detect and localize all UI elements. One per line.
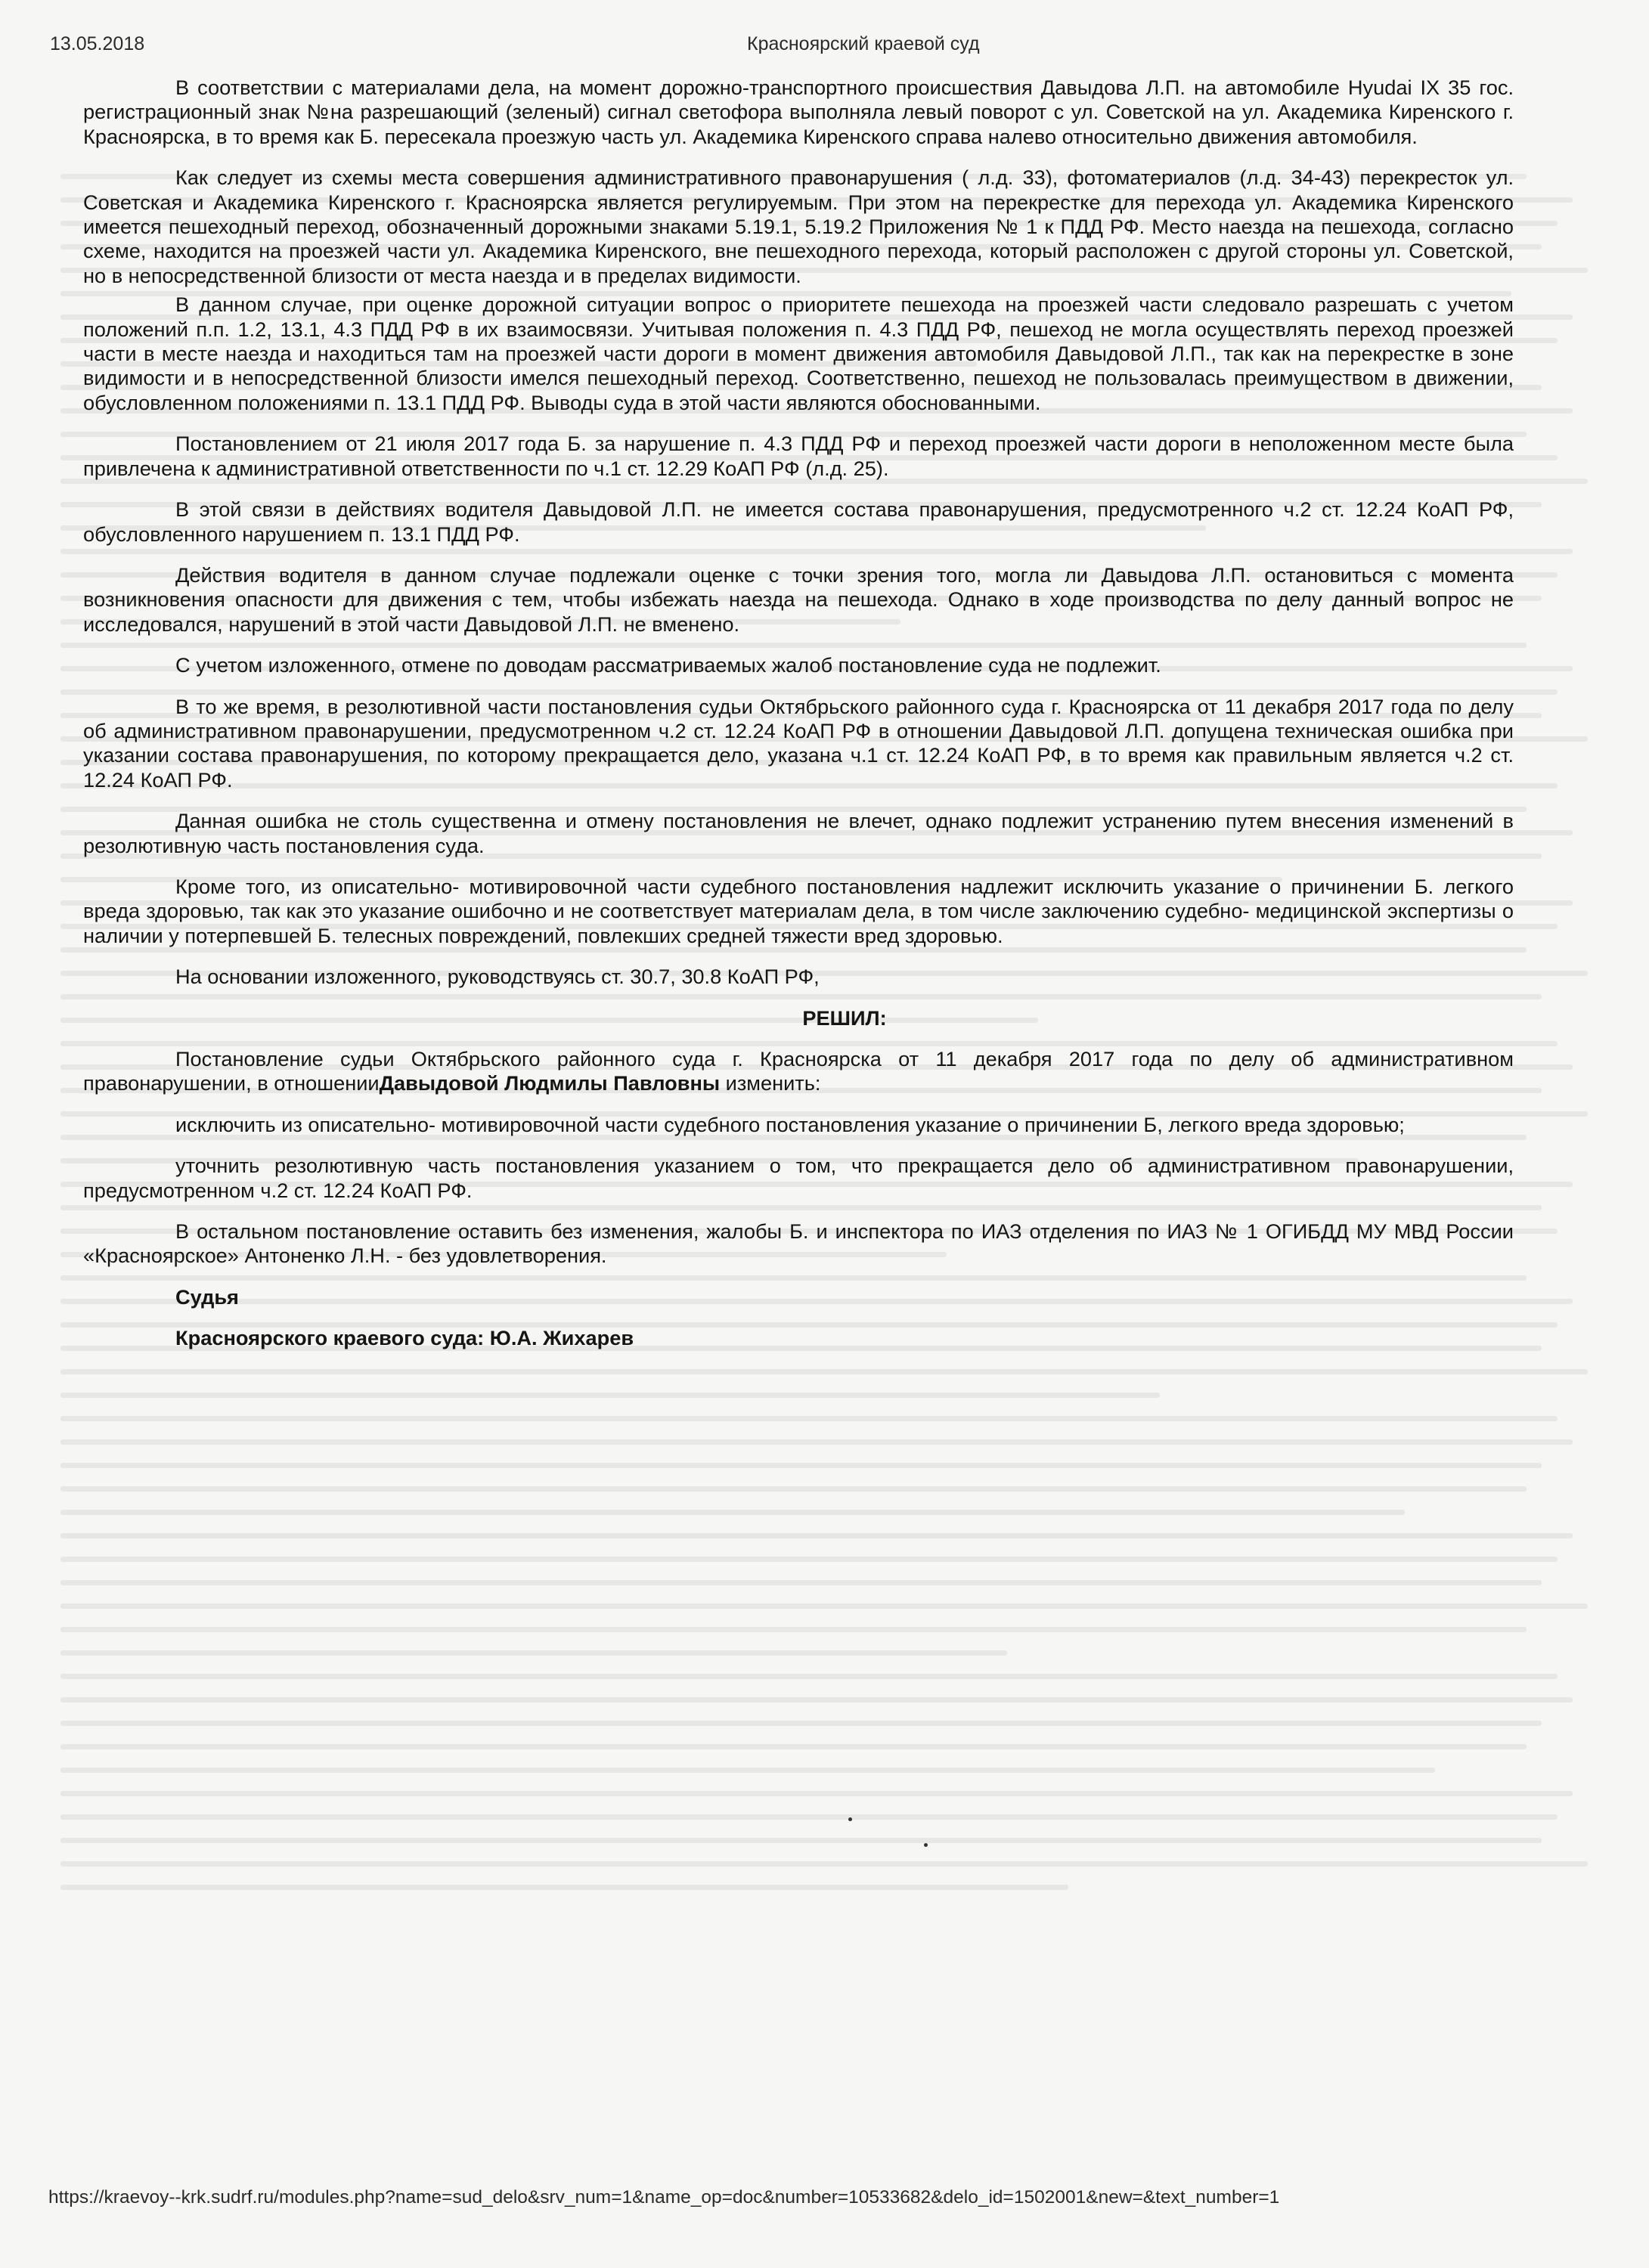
decision-text: изменить: (720, 1071, 821, 1095)
source-url: https://kraevoy--krk.sudrf.ru/modules.php?name=sud_delo&srv_num=1&name_op=doc&number=10533682&delo_id=1502001&new=&text_number=1 (48, 2187, 1280, 2208)
show-through-line (60, 1369, 1588, 1374)
signature-name: Красноярского краевого суда: Ю.А. Жихарев (175, 1326, 634, 1350)
decision-paragraph: В остальном постановление оставить без изменения, жалобы Б. и инспектора по ИАЗ отделения по ИАЗ № 1 ОГИБДД МУ МВД России «Красноярское» Антоненко Л.Н. - без удовлетворения. (83, 1219, 1514, 1268)
show-through-line (60, 1721, 1542, 1726)
document-body (83, 76, 1514, 1368)
show-through-line (60, 1393, 1160, 1398)
decision-paragraph: уточнить резолютивную часть постановления указанием о том, что прекращается дело об административном правонарушении, предусмотренном ч.2 ст. 12.24 КоАП РФ. (83, 1154, 1514, 1202)
paragraph: Действия водителя в данном случае подлежали оценке с точки зрения того, могла ли Давыдова Л.П. остановиться с момента возникновения опасности для движения с тем, чтобы избежать наезда на пешехода. Однако в ходе производства по делу данный вопрос не исследовался, нарушений в этой части Давыдовой Л.П. не вменено. (83, 562, 1514, 636)
signature-title: Судья (175, 1284, 239, 1309)
show-through-line (60, 1650, 1007, 1656)
show-through-line (60, 1861, 1588, 1867)
court-name-header: Красноярский краевой суд (747, 33, 980, 54)
show-through-line (60, 1744, 1527, 1749)
show-through-line (60, 1791, 1573, 1796)
show-through-line (60, 1603, 1588, 1609)
show-through-line (60, 1674, 1558, 1679)
show-through-line (60, 1463, 1542, 1468)
show-through-line (60, 1533, 1573, 1538)
paragraph: Как следует из схемы места совершения административного правонарушения ( л.д. 33), фотоматериалов (л.д. 34-43) перекресток ул. Советская и Академика Киренского г. Красноярска является регулируемым. При этом на перекрестке для перехода ул. Академика Киренского имеется пешеходный переход, обозначенный дорожными знаками 5.19.1, 5.19.2 Приложения № 1 к ПДД РФ. Место наезда на пешехода, согласно схеме, находится на проезжей части ул. Академика Киренского, вне пешеходного перехода, который расположен с другой стороны ул. Советской, но в непосредственной близости от места наезда и в пределах видимости. (83, 166, 1514, 287)
print-date: 13.05.2018 (50, 33, 145, 54)
paragraph: На основании изложенного, руководствуясь ст. 30.7, 30.8 КоАП РФ, (175, 965, 820, 989)
show-through-line (60, 1510, 1405, 1515)
show-through-line (60, 1768, 1435, 1773)
paragraph: Кроме того, из описательно- мотивировочной части судебного постановления надлежит исключить указание о причинении Б. легкого вреда здоровью, так как это указание ошибочно и не соответствует материалам дела, в том числе заключению судебно- медицинской экспертизы о наличии у потерпевшей Б. телесных повреждений, повлекших средней тяжести вред здоровью. (83, 874, 1514, 947)
show-through-line (60, 1697, 1573, 1703)
scan-speck (848, 1817, 852, 1821)
decision-paragraph (83, 1047, 1514, 1096)
scan-speck (924, 1843, 928, 1847)
paragraph: В данном случае, при оценке дорожной ситуации вопрос о приоритете пешехода на проезжей части следовало разрешать с учетом положений п.п. 1.2, 13.1, 4.3 ПДД РФ в их взаимосвязи. Учитывая положения п. 4.3 ПДД РФ, пешеход не могла осуществлять переход проезжей части в месте наезда и находиться там на проезжей части дороги в момент движения автомобиля Давыдовой Л.П., так как на перекрестке в зоне видимости и в непосредственной близости имелся пешеходный переход. Соответственно, пешеход не пользовалась преимуществом в движении, обусловленном положениями п. 13.1 ПДД РФ. Выводы суда в этой части являются обоснованными. (83, 293, 1514, 414)
decision-text: Постановление судьи Октябрьского районного суда г. Красноярска от 11 декабря 2017 года по делу об административном правонарушении, в отношении (83, 1047, 1514, 1095)
show-through-line (60, 1557, 1558, 1562)
show-through-line (60, 1580, 1542, 1585)
show-through-line (60, 1627, 1527, 1632)
paragraph: С учетом изложенного, отмене по доводам рассматриваемых жалоб постановление суда не подлежит. (175, 653, 1161, 677)
show-through-line (60, 1885, 1068, 1890)
paragraph: В соответствии с материалами дела, на момент дорожно-транспортного происшествия Давыдова Л.П. на автомобиле Hyudai IX 35 гос. регистрационный знак №на разрешающий (зеленый) сигнал светофора выполняла левый поворот с ул. Советской на ул. Академика Киренского г. Красноярска, в то время как Б. пересекала проезжую часть ул. Академика Киренского справа налево относительно движения автомобиля. (83, 76, 1514, 148)
paragraph: В то же время, в резолютивной части постановления судьи Октябрьского районного суда г. Красноярска от 11 декабря 2017 года по делу об административном правонарушении, предусмотренном ч.2 ст. 12.24 КоАП РФ в отношении Давыдовой Л.П. допущена техническая ошибка при указании состава правонарушения, по которому прекращается дело, указана ч.1 ст. 12.24 КоАП РФ, в то время как правильным является ч.2 ст. 12.24 КоАП РФ. (83, 694, 1514, 792)
paragraph: Данная ошибка не столь существенна и отмену постановления не влечет, однако подлежит устранению путем внесения изменений в резолютивную часть постановления суда. (83, 809, 1514, 857)
decision-paragraph: исключить из описательно- мотивировочной части судебного постановления указание о причинении Б, легкого вреда здоровью; (175, 1112, 1405, 1136)
show-through-line (60, 1838, 1542, 1843)
decision-heading: РЕШИЛ: (802, 1005, 887, 1030)
show-through-line (60, 1439, 1573, 1445)
paragraph: Постановлением от 21 июля 2017 года Б. за нарушение п. 4.3 ПДД РФ и переход проезжей части дороги в неположенном месте была привлечена к административной ответственности по ч.1 ст. 12.29 КоАП РФ (л.д. 25). (83, 432, 1514, 480)
show-through-line (60, 1814, 1558, 1820)
show-through-line (60, 1416, 1558, 1421)
show-through-line (60, 1486, 1527, 1492)
defendant-name: Давыдовой Людмилы Павловны (379, 1071, 721, 1095)
paragraph: В этой связи в действиях водителя Давыдовой Л.П. не имеется состава правонарушения, предусмотренного ч.2 ст. 12.24 КоАП РФ, обусловленного нарушением п. 13.1 ПДД РФ. (83, 497, 1514, 546)
